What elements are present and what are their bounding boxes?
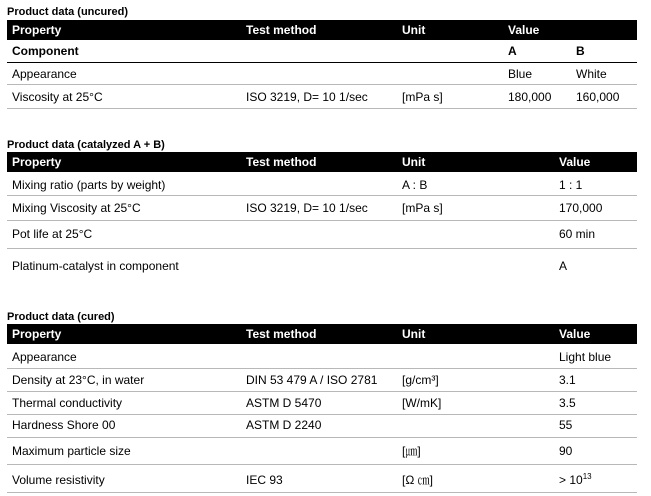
cell-unit: [g/cm³]: [402, 373, 439, 387]
cell-unit: [W/mK]: [402, 396, 442, 410]
cell-property: Mixing Viscosity at 25°C: [12, 201, 141, 215]
header-unit: Unit: [402, 327, 426, 341]
cell-value: 170,000: [559, 201, 603, 215]
table-row: [7, 85, 637, 109]
table-row: [7, 221, 637, 249]
header-test-method: Test method: [246, 23, 317, 37]
cell-value: 1 : 1: [559, 178, 583, 192]
cell-value: 55: [559, 418, 573, 432]
header-property: Property: [12, 327, 62, 341]
cell-method: ISO 3219, D= 10 1/sec: [246, 201, 368, 215]
table-row: [7, 344, 637, 369]
cell-property: Volume resistivity: [12, 473, 105, 487]
cell-property: Maximum particle size: [12, 444, 131, 458]
cell-method: ASTM D 5470: [246, 396, 322, 410]
cell-value-b: White: [576, 67, 607, 81]
cell-value-base: > 10: [559, 473, 583, 487]
cell-value: 60 min: [559, 227, 596, 241]
cell-value: [559, 473, 592, 487]
table-row: [7, 196, 637, 221]
cell-unit: [Ω ㎝]: [402, 473, 433, 487]
cell-method: ISO 3219, D= 10 1/sec: [246, 90, 368, 104]
table-row: [7, 172, 637, 196]
cell-method: DIN 53 479 A / ISO 2781: [246, 373, 378, 387]
header-unit: Unit: [402, 23, 426, 37]
cell-value: 3.5: [559, 396, 576, 410]
cell-value-b: 160,000: [576, 90, 620, 104]
cell-unit: [㎛]: [402, 444, 421, 458]
table-header-cured: [7, 324, 637, 344]
header-property: Property: [12, 155, 62, 169]
section-title-catalyzed: Product data (catalyzed A + B): [7, 139, 165, 151]
cell-property: Thermal conductivity: [12, 396, 123, 410]
header-unit: Unit: [402, 155, 426, 169]
table-header-uncured: [7, 20, 637, 40]
table-row: [7, 438, 637, 465]
cell-value: 3.1: [559, 373, 576, 387]
cell-unit: A : B: [402, 178, 428, 192]
header-value: Value: [559, 327, 591, 341]
cell-property: Viscosity at 25°C: [12, 90, 103, 104]
table-row: [7, 63, 637, 85]
cell-unit: [mPa s]: [402, 201, 443, 215]
section-title-uncured: Product data (uncured): [7, 6, 129, 18]
table-row: [7, 465, 637, 493]
cell-value-exponent: 13: [582, 472, 592, 481]
component-label: Component: [12, 44, 79, 58]
table-row: [7, 369, 637, 392]
cell-property: Appearance: [12, 67, 77, 81]
cell-property: Hardness Shore 00: [12, 418, 116, 432]
cell-value: 90: [559, 444, 573, 458]
cell-method: IEC 93: [246, 473, 283, 487]
cell-value: Light blue: [559, 350, 612, 364]
header-value: Value: [559, 155, 591, 169]
cell-property: Mixing ratio (parts by weight): [12, 178, 166, 192]
cell-property: Appearance: [12, 350, 77, 364]
table-row: [7, 249, 637, 283]
table-row: [7, 392, 637, 415]
cell-property: Density at 23°C, in water: [12, 373, 145, 387]
component-a: A: [508, 44, 517, 58]
table-row: [7, 415, 637, 438]
cell-property: Platinum-catalyst in component: [12, 259, 179, 273]
header-test-method: Test method: [246, 327, 317, 341]
section-title-cured: Product data (cured): [7, 311, 115, 323]
header-value: Value: [508, 23, 540, 37]
cell-unit: [mPa s]: [402, 90, 443, 104]
table-row-component: [7, 40, 637, 63]
header-test-method: Test method: [246, 155, 317, 169]
cell-value: A: [559, 259, 568, 273]
cell-value-a: Blue: [508, 67, 533, 81]
cell-value-a: 180,000: [508, 90, 552, 104]
header-property: Property: [12, 23, 62, 37]
cell-method: ASTM D 2240: [246, 418, 322, 432]
component-b: B: [576, 44, 585, 58]
table-header-catalyzed: [7, 152, 637, 172]
cell-property: Pot life at 25°C: [12, 227, 93, 241]
